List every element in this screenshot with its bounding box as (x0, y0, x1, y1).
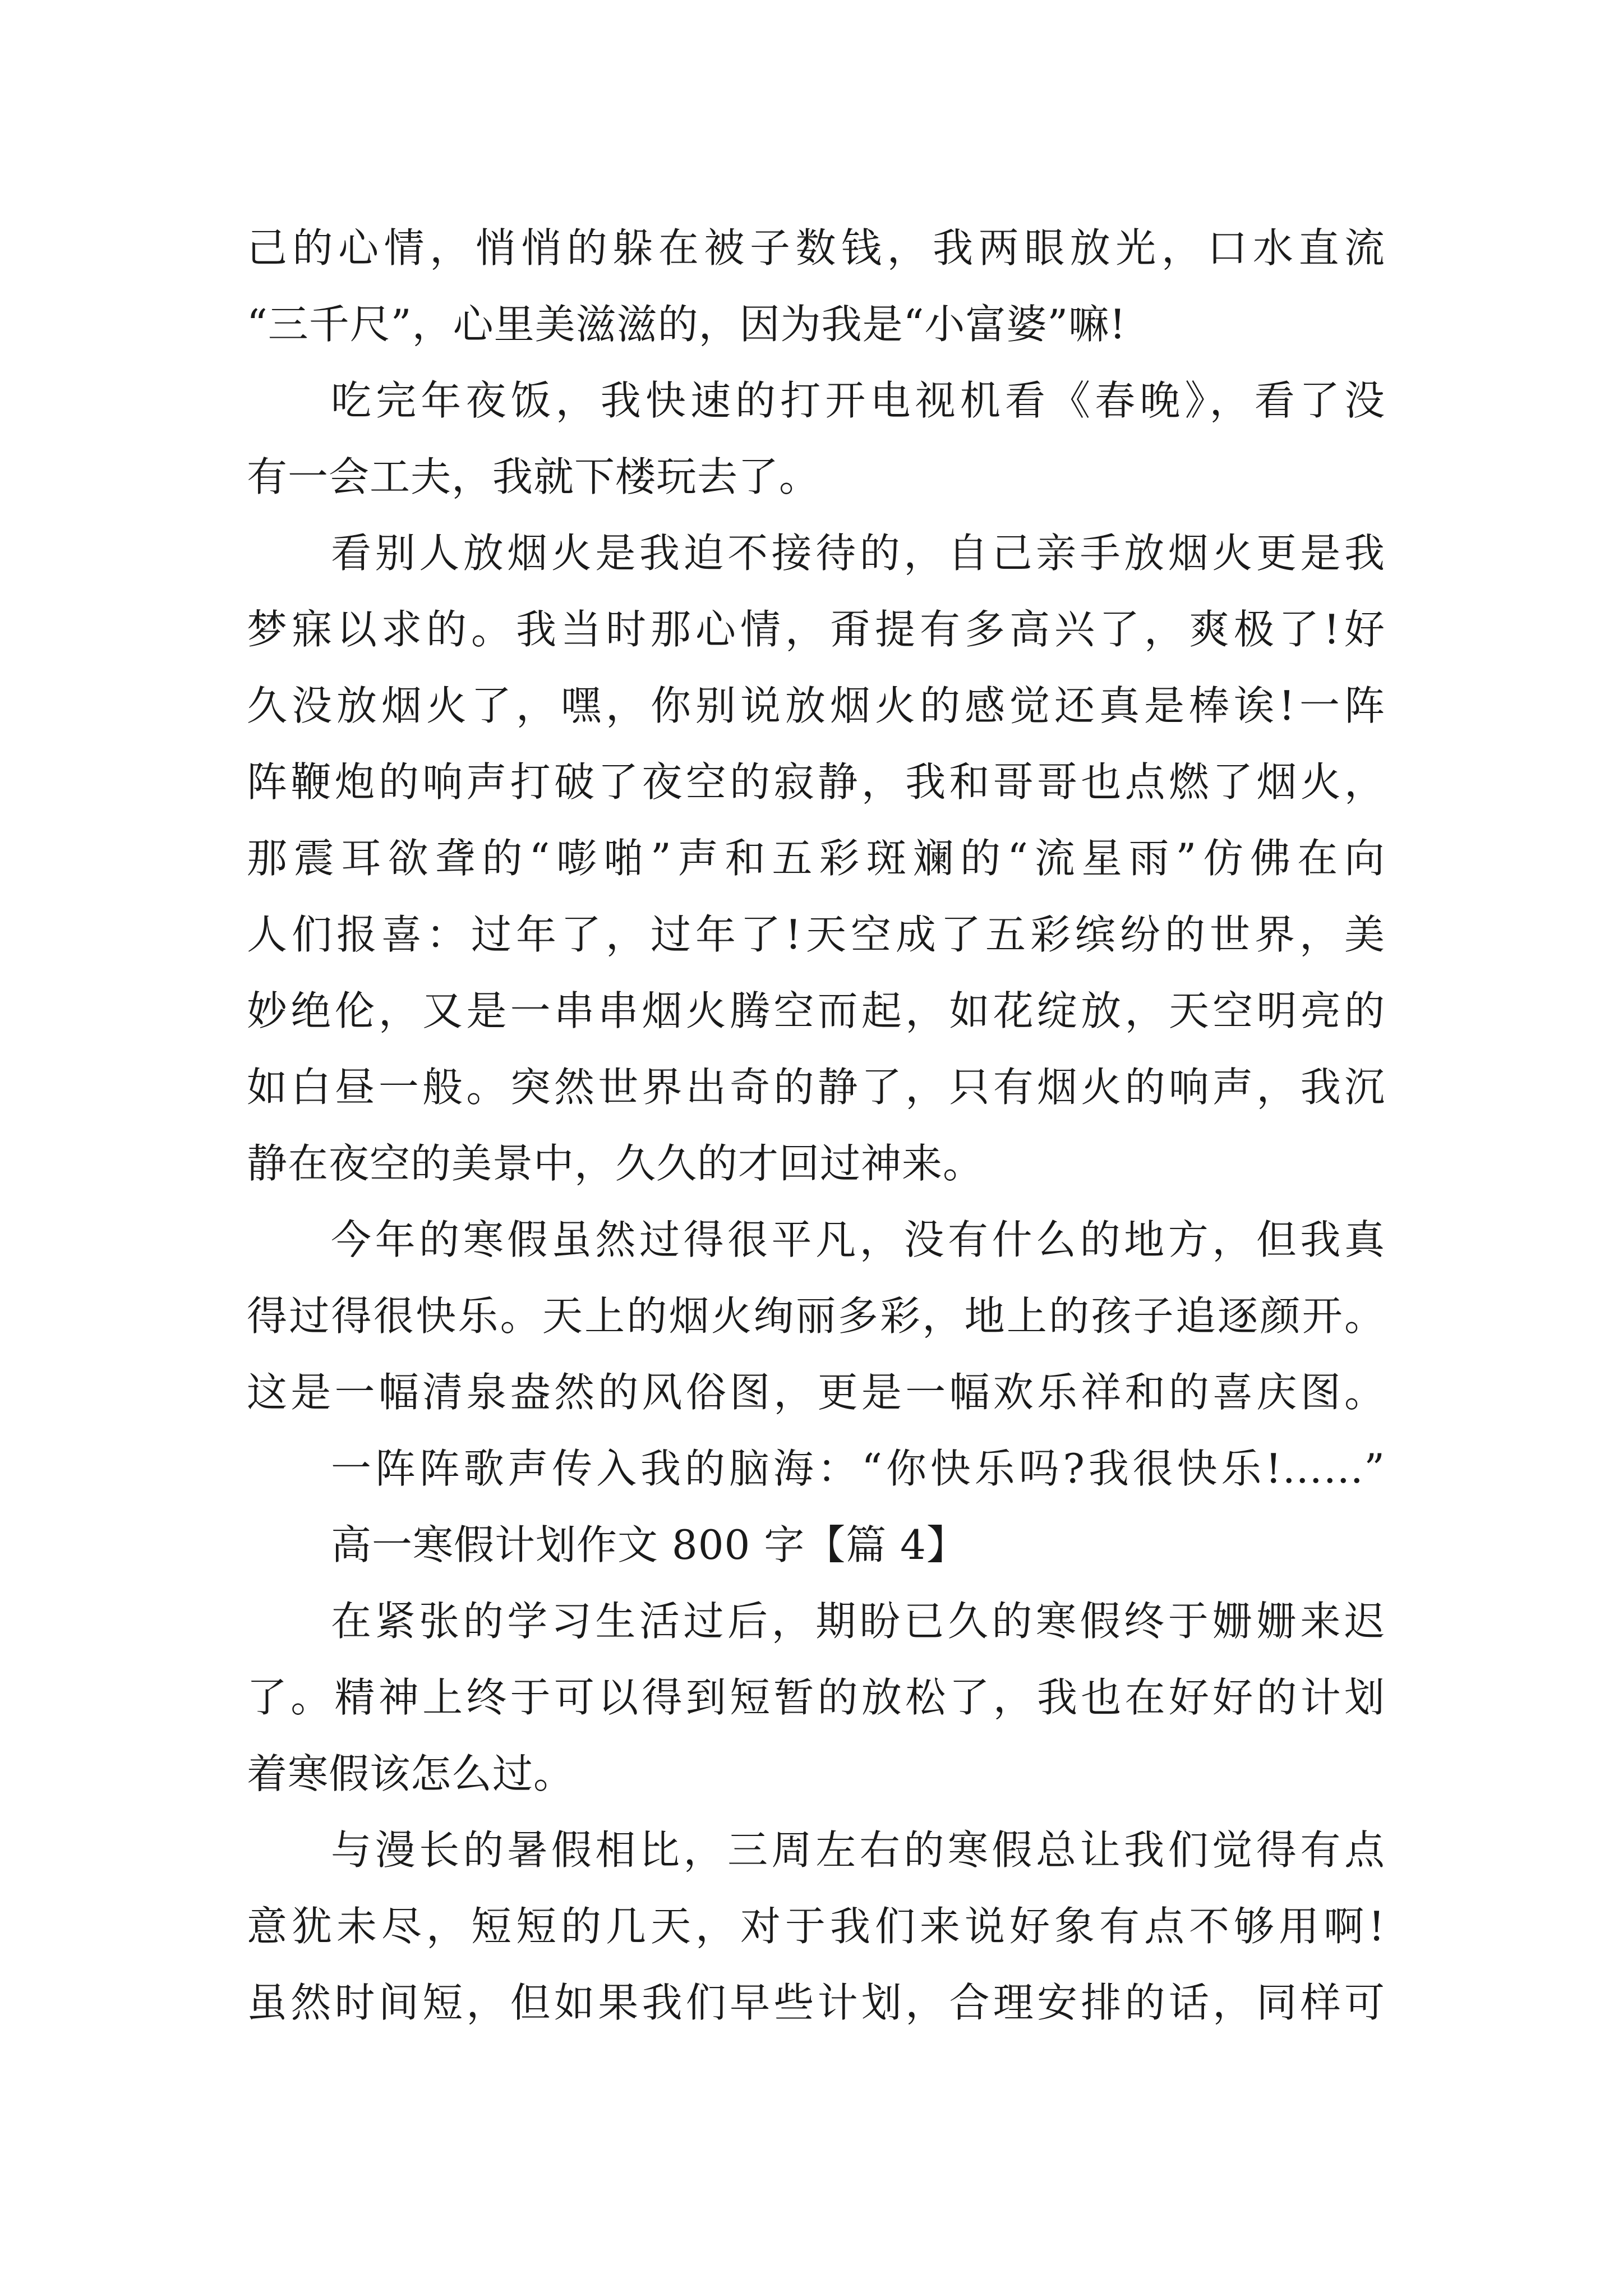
paragraph-first-line: 今年的寒假虽然过得很平凡，没有什么的地方，但我真 (331, 1216, 1385, 1263)
text-line: 梦寐以求的。我当时那心情，甭提有多高兴了，爽极了!好 (247, 606, 1385, 653)
text-line: 意犹未尽，短短的几天，对于我们来说好象有点不够用啊! (247, 1903, 1385, 1950)
text-line: “三千尺”，心里美滋滋的，因为我是“小富婆”嘛! (247, 301, 1127, 348)
paragraph-first-line: 在紧张的学习生活过后，期盼已久的寒假终于姗姗来迟 (331, 1598, 1385, 1645)
text-line: 这是一幅清泉盎然的风俗图，更是一幅欢乐祥和的喜庆图。 (247, 1369, 1385, 1416)
text-line: 人们报喜：过年了，过年了!天空成了五彩缤纷的世界，美 (247, 911, 1385, 958)
text-line: 如白昼一般。突然世界出奇的静了，只有烟火的响声，我沉 (247, 1064, 1385, 1111)
text-line: 静在夜空的美景中，久久的才回过神来。 (247, 1140, 984, 1187)
paragraph-first-line: 看别人放烟火是我迫不接待的，自己亲手放烟火更是我 (331, 530, 1385, 577)
text-line: 阵鞭炮的响声打破了夜空的寂静，我和哥哥也点燃了烟火， (247, 758, 1385, 806)
text-line: 久没放烟火了，嘿，你别说放烟火的感觉还真是棒诶!一阵 (247, 682, 1385, 729)
paragraph-first-line: 吃完年夜饭，我快速的打开电视机看《春晚》，看了没 (331, 377, 1385, 424)
text-line: 有一会工夫，我就下楼玩去了。 (247, 453, 820, 500)
section-heading: 高一寒假计划作文 800 字【篇 4】 (331, 1521, 967, 1568)
text-line: 得过得很快乐。天上的烟火绚丽多彩，地上的孩子追逐颜开。 (247, 1292, 1385, 1340)
text-line: 妙绝伦，又是一串串烟火腾空而起，如花绽放，天空明亮的 (247, 987, 1385, 1034)
text-line: 己的心情，悄悄的躲在被子数钱，我两眼放光，口水直流 (247, 224, 1385, 272)
text-line: 了。精神上终于可以得到短暂的放松了，我也在好好的计划 (247, 1674, 1385, 1721)
text-line: 虽然时间短，但如果我们早些计划，合理安排的话，同样可 (247, 1979, 1385, 2026)
paragraph-first-line: 一阵阵歌声传入我的脑海：“你快乐吗?我很快乐!……” (331, 1445, 1385, 1492)
paragraph-first-line: 与漫长的暑假相比，三周左右的寒假总让我们觉得有点 (331, 1826, 1385, 1874)
text-line: 那震耳欲聋的“嘭啪”声和五彩斑斓的“流星雨”仿佛在向 (247, 835, 1385, 882)
text-line: 着寒假该怎么过。 (247, 1750, 575, 1797)
